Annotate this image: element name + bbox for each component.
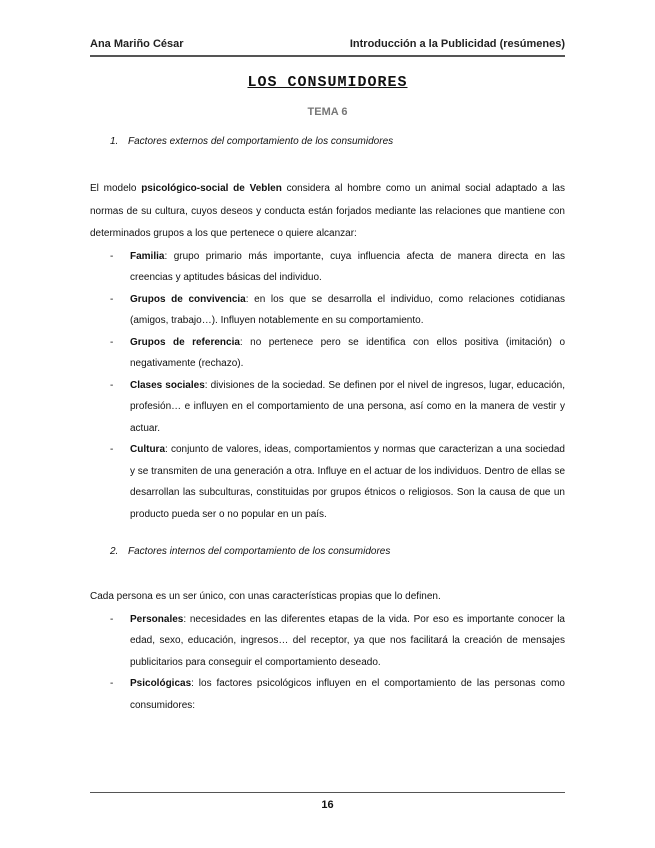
page-number: 16 [321,799,334,811]
bullet-dash: - [110,444,114,455]
list-item [90,246,565,289]
internal-factors-list [90,609,565,717]
item-term: Psicológicas [130,678,192,689]
external-factors-list [90,246,565,526]
intro-paragraph [90,178,565,246]
header-author: Ana Mariño César [90,38,184,50]
bullet-dash: - [110,379,114,391]
bullet-dash: - [110,250,114,262]
item-term: Grupos de convivencia [130,293,246,305]
page-title: LOS CONSUMIDORES [247,74,408,91]
footer-rule [90,792,565,793]
item-text: : no pertenece pero se identifica con ellos positiva (imitación) o negativamente (rechazo). [130,336,566,369]
header-course: Introducción a la Publicidad (resúmenes) [349,38,565,50]
section-heading-1 [110,134,565,150]
list-item [90,375,565,440]
item-term: Grupos de referencia [130,336,240,348]
item-text: : necesidades en las diferentes etapas de la vida. Por eso es importante conocer la edad, sexo, educación, ingresos… del receptor, ya que nos facilitará la creación de mensajes publicitarios para conseguir el comportamiento deseado. [130,613,565,668]
item-term: Cultura [130,444,165,455]
item-text: : en los que se desarrolla el individuo, como relaciones cotidianas (amigos, trabajo…). Influyen notablemente en su comportamiento. [130,293,565,326]
intro-text-after: considera al hombre como un animal social adaptado a las normas de su cultura, cuyos deseos y conducta están forjados mediante las relaciones que mantiene con determinados grupos a los que pertenece o quiere alcanzar: [90,183,565,239]
bullet-dash: - [110,678,114,689]
item-text: : los factores psicológicos influyen en el comportamiento de las personas como consumidores: [130,678,565,711]
section-number-2: 2. [110,546,119,557]
section-heading-2 [110,544,565,560]
item-text: : conjunto de valores, ideas, comportamientos y normas que caracterizan a una sociedad y se transmiten de una generación a otra. Influye en el actuar de los individuos. Dentro de ellas se desarrollan las subculturas, constituidas por grupos étnicos o religiosos. Son la causa de que un producto pueda ser o no popular en un país. [130,444,565,520]
intro-text-before: El modelo [90,183,142,194]
header-rule [90,55,565,57]
section-title-1: Factores externos del comportamiento de los consumidores [128,136,394,147]
item-text: : grupo primario más importante, cuya influencia afecta de manera directa en las creencias y aptitudes básicas del individuo. [130,250,565,283]
page-header [90,38,565,54]
list-item [90,332,565,375]
section-number-1: 1. [110,136,119,147]
page-subtitle: TEMA 6 [307,106,348,118]
list-item [90,439,565,525]
page-body [90,72,565,716]
list-item [90,673,565,716]
item-text: : divisiones de la sociedad. Se definen por el nivel de ingresos, lugar, educación, profesión… e influyen en el comportamiento de una persona, así como en la manera de vestir y actuar. [130,379,565,434]
section-title-2: Factores internos del comportamiento de los consumidores [128,546,391,557]
bullet-dash: - [110,336,114,348]
list-item [90,289,565,332]
bullet-dash: - [110,613,114,625]
item-term: Clases sociales [130,379,205,391]
intro2-paragraph: Cada persona es un ser único, con unas características propias que lo definen. [90,591,441,602]
item-term: Familia [130,250,165,262]
bullet-dash: - [110,293,114,305]
list-item [90,609,565,674]
item-term: Personales [130,613,184,625]
intro-text-bold: psicológico-social de Veblen [141,183,282,194]
